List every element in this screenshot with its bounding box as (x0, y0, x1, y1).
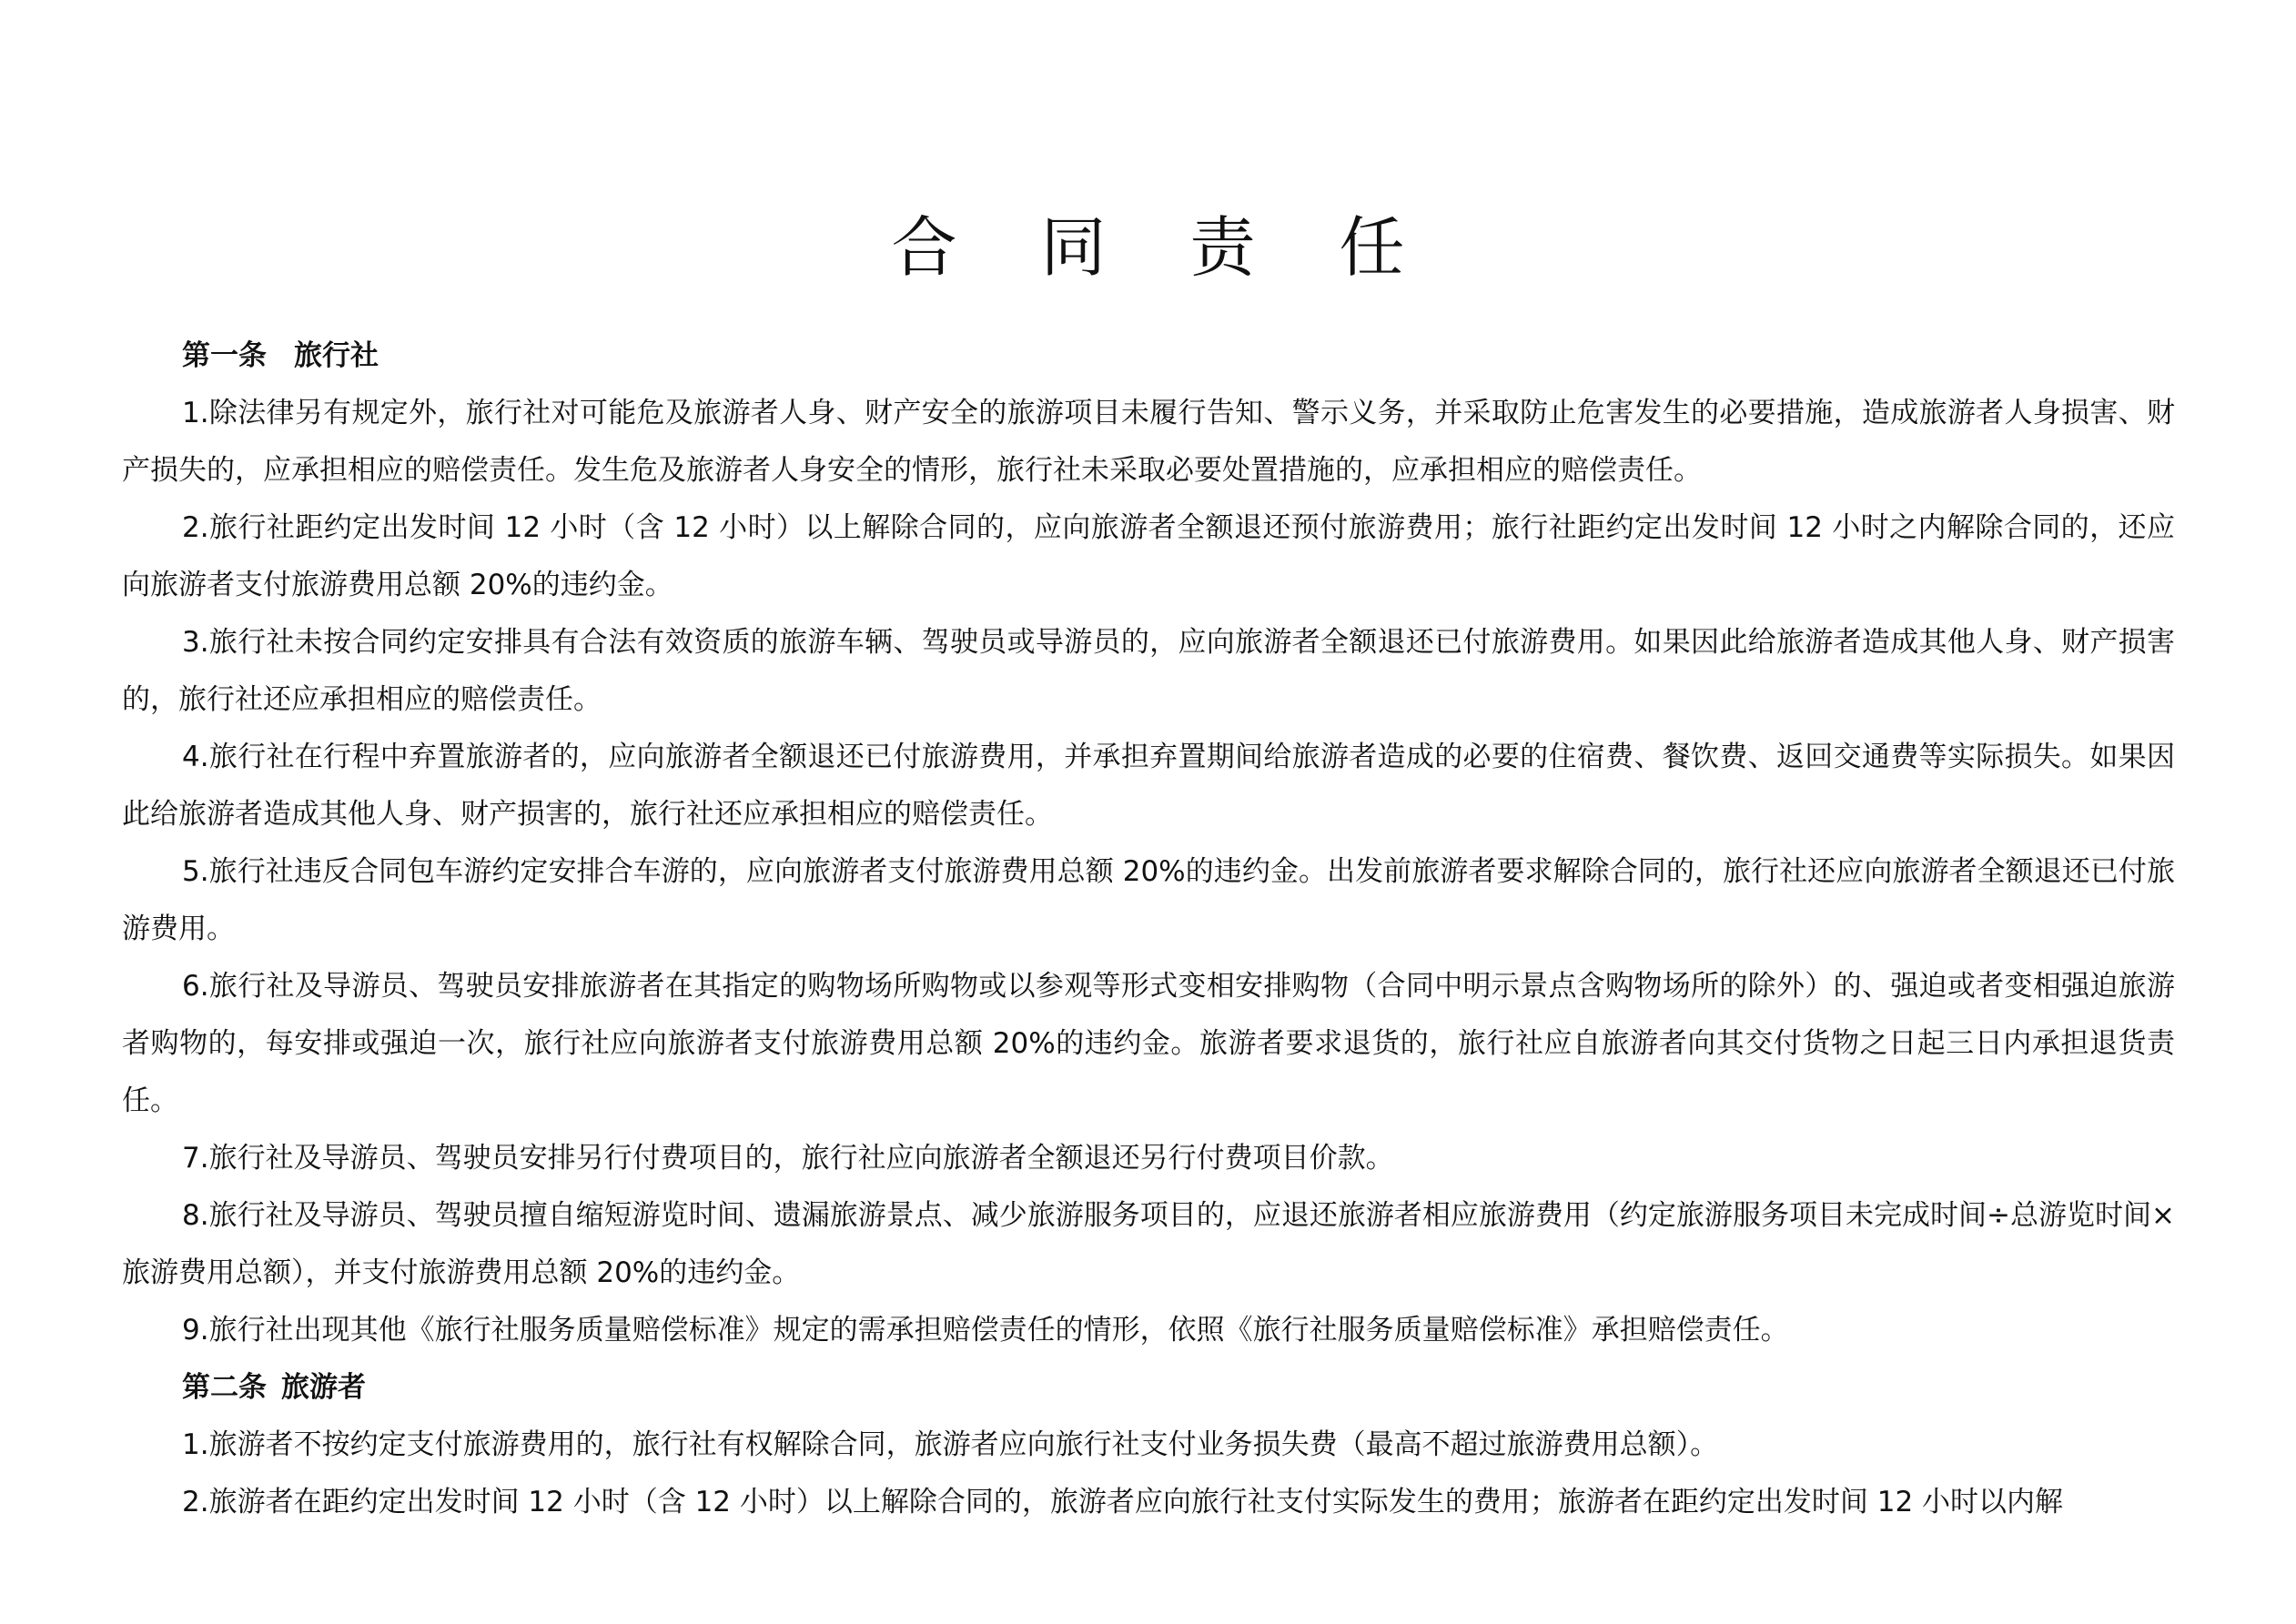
section-heading-tourist (122, 1359, 2175, 1417)
section-heading-travel-agency (122, 328, 2175, 385)
clause-paragraph: 1.旅游者不按约定支付旅游费用的，旅行社有权解除合同，旅游者应向旅行社支付业务损失费（最高不超过旅游费用总额）。 (182, 1428, 1719, 1461)
article-number: 第一条 (182, 339, 267, 372)
title-char: 任 (1339, 209, 1405, 286)
document-title (0, 202, 2296, 293)
clause-paragraph: 8.旅行社及导游员、驾驶员擅自缩短游览时间、遗漏旅游景点、减少旅游服务项目的，应退还旅游者相应旅游费用（约定旅游服务项目未完成时间÷总游览时间×旅游费用总额），并支付旅游费用总额 20%的违约金。 (122, 1199, 2175, 1289)
clause-paragraph: 6.旅行社及导游员、驾驶员安排旅游者在其指定的购物场所购物或以参观等形式变相安排购物（合同中明示景点含购物场所的除外）的、强迫或者变相强迫旅游者购物的，每安排或强迫一次，旅行社应向旅游者支付旅游费用总额 20%的违约金。旅游者要求退货的，旅行社应自旅游者向其交付货物之日起三日内承担退货责任。 (122, 970, 2175, 1117)
clause-paragraph: 7.旅行社及导游员、驾驶员安排另行付费项目的，旅行社应向旅游者全额退还另行付费项目价款。 (182, 1142, 1394, 1175)
article-name: 旅行社 (294, 339, 379, 372)
clause-paragraph: 2.旅行社距约定出发时间 12 小时（含 12 小时）以上解除合同的，应向旅游者全额退还预付旅游费用；旅行社距约定出发时间 12 小时之内解除合同的，还应向旅游者支付旅游费用总额 20%的违约金。 (122, 511, 2175, 601)
article-number: 第二条 (182, 1371, 267, 1404)
clause-paragraph: 4.旅行社在行程中弃置旅游者的，应向旅游者全额退还已付旅游费用，并承担弃置期间给旅游者造成的必要的住宿费、餐饮费、返回交通费等实际损失。如果因此给旅游者造成其他人身、财产损害的，旅行社还应承担相应的赔偿责任。 (122, 741, 2175, 831)
article-name: 旅游者 (281, 1371, 366, 1404)
clause-paragraph: 1.除法律另有规定外，旅行社对可能危及旅游者人身、财产安全的旅游项目未履行告知、警示义务，并采取防止危害发生的必要措施，造成旅游者人身损害、财产损失的，应承担相应的赔偿责任。发生危及旅游者人身安全的情形，旅行社未采取必要处置措施的，应承担相应的赔偿责任。 (122, 397, 2175, 487)
title-char: 责 (1189, 209, 1256, 286)
clause-paragraph: 9.旅行社出现其他《旅行社服务质量赔偿标准》规定的需承担赔偿责任的情形，依照《旅行社服务质量赔偿标准》承担赔偿责任。 (182, 1314, 1789, 1347)
clause-paragraph: 5.旅行社违反合同包车游约定安排合车游的，应向旅游者支付旅游费用总额 20%的违约金。出发前旅游者要求解除合同的，旅行社还应向旅游者全额退还已付旅游费用。 (122, 855, 2175, 945)
title-char: 同 (1040, 209, 1107, 286)
document-body (122, 328, 2175, 1531)
clause-paragraph: 3.旅行社未按合同约定安排具有合法有效资质的旅游车辆、驾驶员或导游员的，应向旅游者全额退还已付旅游费用。如果因此给旅游者造成其他人身、财产损害的，旅行社还应承担相应的赔偿责任。 (122, 626, 2175, 716)
title-char: 合 (891, 209, 957, 286)
clause-paragraph: 2.旅游者在距约定出发时间 12 小时（含 12 小时）以上解除合同的，旅游者应向旅行社支付实际发生的费用；旅游者在距约定出发时间 12 小时以内解 (182, 1486, 2064, 1518)
